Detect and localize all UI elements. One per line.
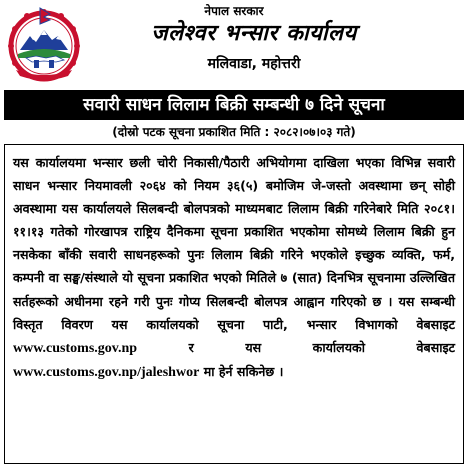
notice-body-text-3: मा हेर्न सकिनेछ । [203,363,284,379]
notice-body-text-2: र यस कार्यालयको वेबसाइट [188,339,455,355]
customs-department-link[interactable]: www.customs.gov.np [13,340,138,356]
notice-title: सवारी साधन लिलाम बिक्री सम्बन्धी ७ दिने सूचना [4,90,464,120]
notice-body [4,144,464,464]
government-name: नेपाल सरकार [204,4,264,18]
notice-header [0,0,468,88]
jaleshwor-office-link[interactable]: www.customs.gov.np/jaleshwor [13,364,200,380]
notice-body-text-1: यस कार्यालयमा भन्सार छली चोरी निकासी/पैठारी अभियोगमा दाखिला भएका विभिन्न सवारी साधन भन्सार नियमावली २०६४ को नियम ३६(५) बमोजिम जे-जस्तो अवस्थामा छन् सोही अवस्थामा यस कार्यालयले सिलबन्दी बोलपत्रको माध्यमबाट लिलाम बिक्री गरिनेबारे मिति २०८१।११।१३ गतेको गोरखापत्र राष्ट्रिय दैनिकमा सूचना प्रकाशित भएकोमा सोमध्ये लिलाम बिक्री हुन नसकेका बाँकी सवारी साधनहरूको पुनः लिलाम बिक्री गरिने भएकोले इच्छुक व्यक्ति, फर्म, कम्पनी वा सङ्घ/संस्थाले यो सूचना प्रकाशित भएको मितिले ७ (सात) दिनभित्र सूचनामा उल्लिखित सर्तहरूको अधीनमा रहने गरी पुनः गोप्य सिलबन्दी बोलपत्र आह्वान गरिएको छ । यस सम्बन्धी विस्तृत विवरण यस कार्यालयको सूचना पाटी, भन्सार विभागको वेबसाइट [13,155,455,332]
office-name: जलेश्वर भन्सार कार्यालय [151,21,357,46]
publish-date-line: (दोस्रो पटक सूचना प्रकाशित मिति : २०८२।०७।०३ गते) [112,125,356,139]
office-address: मलिवाडा, महोत्तरी [207,56,301,72]
